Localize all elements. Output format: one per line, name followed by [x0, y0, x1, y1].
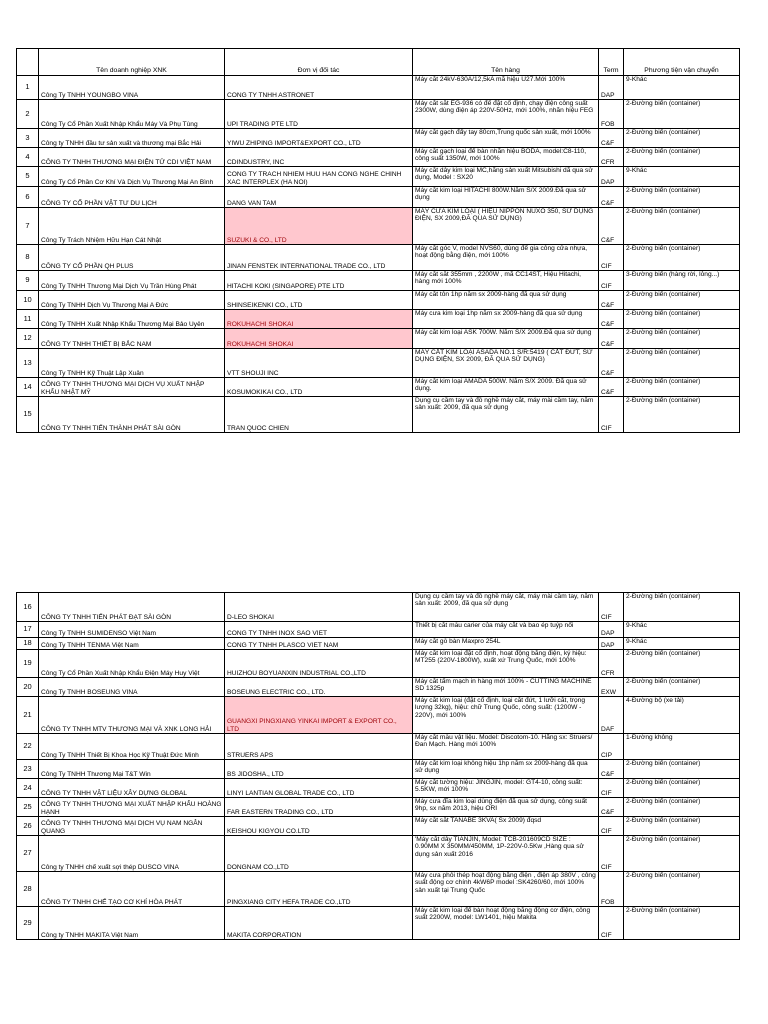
term-cell: CIF: [599, 907, 624, 940]
term-cell: C&F: [599, 310, 624, 329]
goods-cell: Máy cắt sắt 355mm , 2200W , mã CC14ST, Hiệu Hitachi, hàng mới 100%: [413, 271, 599, 291]
term-cell: CIF: [599, 593, 624, 622]
row-index: 2: [17, 100, 39, 129]
company-cell: Công Ty TNHH Dịch Vụ Thương Mại A Đức: [39, 291, 225, 310]
partner-cell: HITACHI KOKI (SINGAPORE) PTE LTD: [225, 271, 413, 291]
company-cell: CÔNG TY TNHH THIẾT BỊ BẮC NAM: [39, 329, 225, 349]
goods-cell: Dụng cụ cầm tay và đồ nghề máy cắt, máy mài cầm tay, năm sản xuất: 2009, đã qua sử dụng: [413, 397, 599, 433]
table-row: [17, 245, 740, 271]
goods-cell: Máy cắt tường hiệu: JINGJIN, model: GT4-10, công suất: 5.5KW, mới 100%: [413, 779, 599, 798]
company-cell: Công Ty TNHH Thiết Bị Khoa Học Kỹ Thuật Đức Minh: [39, 734, 225, 760]
partner-cell: ROKUHACHI SHOKAI: [225, 310, 413, 329]
table-header-row: [17, 49, 740, 76]
term-cell: C&F: [599, 187, 624, 208]
goods-cell: Máy cắt kim loại ASK 700W. Năm S/X 2009.Đã qua sử dụng: [413, 329, 599, 349]
term-cell: CFR: [599, 650, 624, 678]
row-index: 12: [17, 329, 39, 349]
term-cell: C&F: [599, 378, 624, 397]
transport-cell: 1-Đường không: [624, 734, 740, 760]
row-index: 7: [17, 208, 39, 245]
row-index: 20: [17, 678, 39, 697]
partner-cell: DONGNAM CO.,LTD: [225, 836, 413, 872]
transport-cell: 2-Đường biển (container): [624, 349, 740, 378]
table-row: [17, 817, 740, 836]
goods-cell: Máy cắt gạch loại để bàn nhãn hiệu BODA, model:C8-110, công suất 1350W, mới 100%: [413, 148, 599, 167]
table-row: [17, 638, 740, 650]
goods-cell: Máy cắt sắt TANABE 3KVA( Sx 2009) đqsd: [413, 817, 599, 836]
table-row: [17, 187, 740, 208]
goods-cell: Máy cắt dây kim loại MC,hãng sản xuất Mitsubishi dã qua sử dụng, Model : SX20: [413, 167, 599, 187]
goods-cell: Máy cưa phôi thép hoạt động bằng điện , điện áp 380V , công suất động cơ chính 4kW6P model :SK4260/60, mới 100% sản xuất tại Trung Quốc: [413, 872, 599, 907]
row-index: 25: [17, 798, 39, 817]
transport-cell: 9-Khác: [624, 167, 740, 187]
term-cell: C&F: [599, 760, 624, 779]
partner-cell: BOSEUNG ELECTRIC CO., LTD.: [225, 678, 413, 697]
table-row: [17, 208, 740, 245]
partner-cell: SUZUKI & CO., LTD: [225, 208, 413, 245]
company-cell: CÔNG TY TNHH THƯƠNG MẠI ĐIỆN TỬ CDI VIỆT NAM: [39, 148, 225, 167]
company-cell: CÔNG TY CỔ PHẦN QH PLUS: [39, 245, 225, 271]
partner-cell: D-LEO SHOKAI: [225, 593, 413, 622]
header-partner: Đơn vị đối tác: [225, 49, 413, 76]
table-row: [17, 129, 740, 148]
row-index: 8: [17, 245, 39, 271]
transport-cell: 2-Đường biển (container): [624, 779, 740, 798]
table-row: [17, 100, 740, 129]
company-cell: Công Ty TNHH Xuất Nhập Khẩu Thương Mại Bảo Uyên: [39, 310, 225, 329]
transport-cell: 2-Đường biển (container): [624, 129, 740, 148]
company-cell: Công Ty TNHH Thương Mại T&T Win: [39, 760, 225, 779]
transport-cell: 2-Đường biển (container): [624, 208, 740, 245]
goods-cell: Máy cắt kim loại AMADA 500W. Năm S/X 2009. Đã qua sử dụng.: [413, 378, 599, 397]
transport-cell: 2-Đường biển (container): [624, 378, 740, 397]
company-cell: Công Ty TNHH TENMA Việt Nam: [39, 638, 225, 650]
table-row: [17, 310, 740, 329]
term-cell: DAF: [599, 697, 624, 734]
company-cell: CÔNG TY TNHH TIẾN THÀNH PHÁT SÀI GÒN: [39, 397, 225, 433]
company-cell: CÔNG TY CỔ PHẦN VẬT TƯ DU LỊCH: [39, 187, 225, 208]
goods-cell: Máy cắt mẫu vật liệu. Model: Discotom-10. Hãng sx: Struers/ Đan Mạch. Hàng mới 100%: [413, 734, 599, 760]
company-cell: CÔNG TY TNHH TIẾN PHÁT ĐẠT SÀI GÒN: [39, 593, 225, 622]
partner-cell: JINAN FENSTEK INTERNATIONAL TRADE CO., LTD: [225, 245, 413, 271]
transport-cell: 2-Đường biển (container): [624, 148, 740, 167]
table-row: [17, 678, 740, 697]
term-cell: DAP: [599, 622, 624, 638]
row-index: 23: [17, 760, 39, 779]
goods-cell: MÁY CẮT KIM LOẠI ASADA NO.1 S/R:5419 ( CẮT ĐỨT, SỬ DỤNG ĐIỆN, SX 2009, ĐÃ QUA SỬ DỤNG): [413, 349, 599, 378]
row-index: 11: [17, 310, 39, 329]
term-cell: C&F: [599, 329, 624, 349]
transport-cell: 9-Khác: [624, 622, 740, 638]
transport-cell: 2-Đường biển (container): [624, 187, 740, 208]
goods-cell: Thiết bị cắt mẫu carier của máy cắt và bao ép tuýp nối: [413, 622, 599, 638]
table-row: [17, 760, 740, 779]
table-row: [17, 397, 740, 433]
company-cell: CÔNG TY TNHH CHẾ TẠO CƠ KHÍ HÒA PHÁT: [39, 872, 225, 907]
transport-cell: 2-Đường biển (container): [624, 650, 740, 678]
table-row: [17, 167, 740, 187]
term-cell: CIF: [599, 817, 624, 836]
company-cell: CÔNG TY TNHH THƯƠNG MẠI DỊCH VỤ NAM NGÂN QUANG: [39, 817, 225, 836]
table-row: [17, 697, 740, 734]
transport-cell: 2-Đường biển (container): [624, 907, 740, 940]
goods-cell: Máy cắt góc V, model NVS60, dùng để gia công cửa nhựa, hoạt động bằng điện, mới 100%: [413, 245, 599, 271]
transport-cell: 2-Đường biển (container): [624, 100, 740, 129]
row-index: 5: [17, 167, 39, 187]
transport-cell: 2-Đường biển (container): [624, 397, 740, 433]
company-cell: Công ty TNHH MAKITA Việt Nam: [39, 907, 225, 940]
company-cell: Công Ty TNHH SUMIDENSO Việt Nam: [39, 622, 225, 638]
transport-cell: 2-Đường biển (container): [624, 678, 740, 697]
partner-cell: ROKUHACHI SHOKAI: [225, 329, 413, 349]
header-index: [17, 49, 39, 76]
import-table-2: [16, 592, 740, 940]
row-index: 1: [17, 76, 39, 100]
goods-cell: Máy cắt gạch đẩy tay 80cm,Trung quốc sản xuất, mới 100%: [413, 129, 599, 148]
partner-cell: CDINDUSTRY, INC: [225, 148, 413, 167]
goods-cell: 'Máy cắt dây TIANJIN, Model: TCB-201609CD SIZE : 0.90MM X 350MM/450MM, 1P-220V-0.5Kw ,Hàng qua sử dụng sản xuất 2016: [413, 836, 599, 872]
partner-cell: MAKITA CORPORATION: [225, 907, 413, 940]
company-cell: Công Ty Cổ Phần Cơ Khí Và Dịch Vụ Thương Mại An Bình: [39, 167, 225, 187]
goods-cell: MÁY CƯA KIM LOẠI ( HIỆU NIPPON NUXO 350, SỬ DỤNG ĐIỆN, SX 2009,ĐÃ QUA SỬ DỤNG): [413, 208, 599, 245]
partner-cell: YIWU ZHIPING IMPORT&EXPORT CO., LTD: [225, 129, 413, 148]
partner-cell: CONG TY TNHH PLASCO VIET NAM: [225, 638, 413, 650]
row-index: 19: [17, 650, 39, 678]
row-index: 16: [17, 593, 39, 622]
partner-cell: STRUERS APS: [225, 734, 413, 760]
term-cell: CIF: [599, 245, 624, 271]
goods-cell: Máy cưa đĩa kim loại dùng điện đã qua sử dụng, công suất 9hp, sx năm 2013, hiệu ORI: [413, 798, 599, 817]
partner-cell: FAR EASTERN TRADING CO., LTD: [225, 798, 413, 817]
term-cell: C&F: [599, 129, 624, 148]
transport-cell: 9-Khác: [624, 76, 740, 100]
row-index: 21: [17, 697, 39, 734]
company-cell: CÔNG TY TNHH MTV THƯƠNG MẠI VÀ XNK LONG HẢI: [39, 697, 225, 734]
partner-cell: CONG TY TRACH NHIEM HUU HAN CONG NGHE CHINH XAC INTERPLEX (HA NOI): [225, 167, 413, 187]
row-index: 3: [17, 129, 39, 148]
partner-cell: TRAN QUOC CHIEN: [225, 397, 413, 433]
row-index: 26: [17, 817, 39, 836]
partner-cell: DANG VAN TAM: [225, 187, 413, 208]
table-row: [17, 291, 740, 310]
term-cell: C&F: [599, 208, 624, 245]
transport-cell: 2-Đường biển (container): [624, 245, 740, 271]
goods-cell: Máy cắt sắt EG-936 có đế đặt cố định, chạy điện công suất 2300W, dùng điện áp 220V-50Hz, mới 100%, nhãn hiệu FEG: [413, 100, 599, 129]
goods-cell: Máy cắt gỗ bàn Maxpro 254L: [413, 638, 599, 650]
term-cell: C&F: [599, 291, 624, 310]
goods-cell: Máy cắt kim loại đặt cố định, hoạt động bằng điện, ký hiệu: MT255 (220V-1800W), xuất xứ Trung Quốc, mới 100%: [413, 650, 599, 678]
table-row: [17, 378, 740, 397]
import-table-1: [16, 48, 740, 433]
term-cell: DAP: [599, 76, 624, 100]
row-index: 4: [17, 148, 39, 167]
term-cell: CIP: [599, 734, 624, 760]
company-cell: Công Ty Cổ Phần Xuất Nhập Khẩu Máy Và Phụ Tùng: [39, 100, 225, 129]
table-row: [17, 798, 740, 817]
goods-cell: Máy cắt kim loại để bàn hoạt động bằng động cơ điện, công suất 2200W, model: LW1401, hiệu Makita: [413, 907, 599, 940]
goods-cell: Máy cắt 24kV-630A/12,5kA mã hiệu U27.Mới 100%: [413, 76, 599, 100]
transport-cell: 2-Đường biển (container): [624, 760, 740, 779]
goods-cell: Dụng cụ cầm tay và đồ nghề máy cắt, máy mài cầm tay, năm sản xuất: 2009, đã qua sử dụng: [413, 593, 599, 622]
term-cell: CIF: [599, 779, 624, 798]
goods-cell: Máy cắt tôn 1hp năm sx 2009-hàng đã qua sử dụng: [413, 291, 599, 310]
transport-cell: 2-Đường biển (container): [624, 329, 740, 349]
term-cell: DAP: [599, 167, 624, 187]
table-row: [17, 779, 740, 798]
partner-cell: HUIZHOU BOYUANXIN INDUSTRIAL CO.,LTD: [225, 650, 413, 678]
partner-cell: LINYI LANTIAN GLOBAL TRADE CO., LTD: [225, 779, 413, 798]
company-cell: Công Ty Trách Nhiệm Hữu Hạn Cát Nhật: [39, 208, 225, 245]
goods-cell: Máy cắt tấm mạch in hàng mới 100% - CUTTING MACHINE SD 1325p: [413, 678, 599, 697]
table-row: [17, 836, 740, 872]
transport-cell: 2-Đường biển (container): [624, 817, 740, 836]
table-row: [17, 349, 740, 378]
table-row: [17, 329, 740, 349]
table-row: [17, 907, 740, 940]
goods-cell: Máy cắt kim loại HITACHI 800W.Năm S/X 2009.Đã qua sử dụng: [413, 187, 599, 208]
transport-cell: 9-Khác: [624, 638, 740, 650]
partner-cell: KEISHOU KIGYOU CO.LTD: [225, 817, 413, 836]
transport-cell: 2-Đường biển (container): [624, 310, 740, 329]
term-cell: FOB: [599, 872, 624, 907]
row-index: 27: [17, 836, 39, 872]
term-cell: CIF: [599, 397, 624, 433]
term-cell: CIF: [599, 836, 624, 872]
row-index: 24: [17, 779, 39, 798]
row-index: 28: [17, 872, 39, 907]
table-row: [17, 872, 740, 907]
transport-cell: 2-Đường biển (container): [624, 836, 740, 872]
transport-cell: 2-Đường biển (container): [624, 593, 740, 622]
term-cell: C&F: [599, 798, 624, 817]
company-cell: Công ty TNHH chế xuất sợi thép DUSCO VINA: [39, 836, 225, 872]
company-cell: Công ty TNHH đầu tư sản xuất và thương mại Bắc Hải: [39, 129, 225, 148]
header-company: Tên doanh nghiệp XNK: [39, 49, 225, 76]
goods-cell: Máy cưa kim loại 1hp năm sx 2009-hàng đã qua sử dụng: [413, 310, 599, 329]
table-row: [17, 622, 740, 638]
row-index: 14: [17, 378, 39, 397]
partner-cell: PINGXIANG CITY HEFA TRADE CO.,LTD: [225, 872, 413, 907]
term-cell: EXW: [599, 678, 624, 697]
partner-cell: CONG TY TNHH ASTRONET: [225, 76, 413, 100]
company-cell: Công Ty TNHH Kỹ Thuật Lập Xuân: [39, 349, 225, 378]
company-cell: CÔNG TY TNHH THƯƠNG MẠI DỊCH VỤ XUẤT NHẬP KHẨU NHẬT MỸ: [39, 378, 225, 397]
transport-cell: 2-Đường biển (container): [624, 291, 740, 310]
table-row: [17, 650, 740, 678]
partner-cell: SHINSEIKENKI CO., LTD: [225, 291, 413, 310]
row-index: 6: [17, 187, 39, 208]
term-cell: FOB: [599, 100, 624, 129]
table-row: [17, 76, 740, 100]
row-index: 15: [17, 397, 39, 433]
term-cell: CFR: [599, 148, 624, 167]
table-row: [17, 734, 740, 760]
table-row: [17, 271, 740, 291]
row-index: 10: [17, 291, 39, 310]
header-term: Term: [599, 49, 624, 76]
term-cell: CIF: [599, 271, 624, 291]
transport-cell: 2-Đường biển (container): [624, 872, 740, 907]
term-cell: C&F: [599, 349, 624, 378]
table-row: [17, 593, 740, 622]
header-goods: Tên hàng: [413, 49, 599, 76]
company-cell: CÔNG TY TNHH THƯƠNG MẠI XUẤT NHẬP KHẨU HOÀNG HẠNH: [39, 798, 225, 817]
transport-cell: 3-Đường biển (hàng rời, lỏng...): [624, 271, 740, 291]
row-index: 9: [17, 271, 39, 291]
table-row: [17, 148, 740, 167]
partner-cell: KOSUMOKIKAI CO., LTD: [225, 378, 413, 397]
company-cell: Công Ty TNHH Thương Mại Dịch Vụ Trần Hùng Phát: [39, 271, 225, 291]
company-cell: Công Ty TNHH YOUNGBO VINA: [39, 76, 225, 100]
company-cell: Công Ty TNHH BOSEUNG VINA: [39, 678, 225, 697]
header-transport: Phương tiện vận chuyển: [624, 49, 740, 76]
term-cell: DAP: [599, 638, 624, 650]
partner-cell: BS JIDOSHA., LTD: [225, 760, 413, 779]
row-index: 13: [17, 349, 39, 378]
transport-cell: 4-Đường bộ (xe tải): [624, 697, 740, 734]
company-cell: Công Ty Cổ Phần Xuất Nhập Khẩu Điện Máy Huy Việt: [39, 650, 225, 678]
transport-cell: 2-Đường biển (container): [624, 798, 740, 817]
partner-cell: UPI TRADING PTE LTD: [225, 100, 413, 129]
row-index: 17: [17, 622, 39, 638]
partner-cell: GUANGXI PINGXIANG YINKAI IMPORT & EXPORT CO., LTD: [225, 697, 413, 734]
company-cell: CÔNG TY TNHH VẬT LIỆU XÂY DỰNG GLOBAL: [39, 779, 225, 798]
row-index: 29: [17, 907, 39, 940]
row-index: 18: [17, 638, 39, 650]
row-index: 22: [17, 734, 39, 760]
goods-cell: Máy cắt kim loại không hiệu 1hp năm sx 2009-hàng đã qua sử dụng: [413, 760, 599, 779]
partner-cell: CONG TY TNHH INOX SAO VIET: [225, 622, 413, 638]
partner-cell: VTT SHOUJI INC: [225, 349, 413, 378]
goods-cell: Máy cắt kim loại (đặt cố định, loại cắt đứt, 1 lưỡi cắt, trọng lượng 32kg), hiệu: chữ Trung Quốc, công suất: (1200W - 220V), mới 100%: [413, 697, 599, 734]
